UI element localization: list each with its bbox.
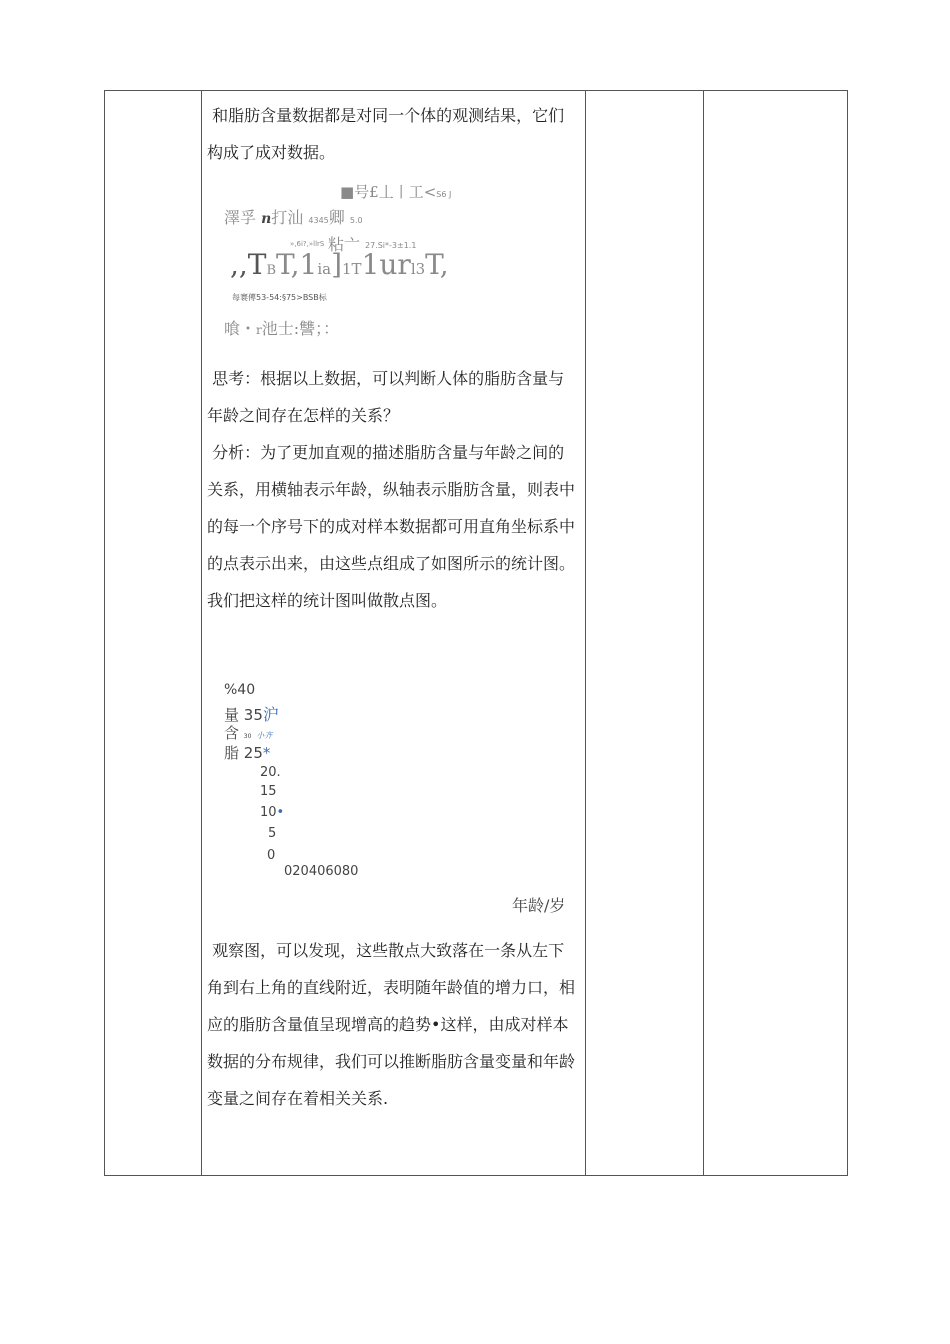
x-axis-label: 年龄/岁 bbox=[512, 896, 566, 915]
garbled-line-3b: 粘亠 bbox=[328, 235, 361, 254]
y-tick-10-row: 10• bbox=[260, 805, 285, 820]
column-divider-2 bbox=[585, 91, 586, 1175]
garbled-line-3a: »,6i?,»llrS bbox=[290, 240, 325, 248]
mark-30: 小齐 bbox=[256, 731, 273, 740]
y-label-top: %40 bbox=[224, 682, 256, 698]
y-label-char-3: 脂 25* bbox=[224, 744, 271, 762]
paragraph-question: 思考：根据以上数据，可以判断人体的脂肪含量与年龄之间存在怎样的关系？ bbox=[207, 369, 565, 425]
y-label-char-2: 含 30 小齐 bbox=[224, 724, 273, 742]
paragraph-observation: 观察图，可以发现，这些散点大致落在一条从左下角到右上角的直线附近，表明随年龄值的增力口，相应的脂肪含量值呈现增高的趋势•这样，由成对样本数据的分布规律，我们可以推断脂肪含量变量和年龄变量之间存在着相关关系. bbox=[207, 941, 576, 1108]
y-tick-35: 35 bbox=[243, 706, 263, 724]
paragraph-analysis: 分析：为了更加直观的描述脂肪含量与年龄之间的关系，用横轴表示年龄，纵轴表示脂肪含量，则表中的每一个序号下的成对样本数据都可用直角坐标系中的点表示出来，由这些点组成了如图所示的统计图。我们把这样的统计图叫做散点图。 bbox=[207, 443, 576, 610]
paragraph-paired-data: 和脂肪含量数据都是对同一个体的观测结果，它们构成了成对数据。 bbox=[207, 106, 565, 162]
y-tick-20: 20. bbox=[260, 765, 281, 780]
mark-35: 沪 bbox=[262, 705, 279, 724]
garbled-line-1: ■号£丄丨工<S6 J bbox=[340, 183, 452, 201]
y-tick-15: 15 bbox=[260, 784, 277, 799]
garbled-line-5: 每褰傳53-54:§75>BSB标 bbox=[232, 293, 327, 302]
mark-25: * bbox=[262, 744, 271, 762]
x-tick-labels: 020406080 bbox=[284, 864, 359, 879]
column-divider-1 bbox=[201, 91, 202, 1175]
garbled-line-2: 澤孚 n打汕 4345卿 5.0 bbox=[224, 208, 363, 227]
y-tick-30: 30 bbox=[243, 733, 252, 740]
y-tick-25: 25 bbox=[243, 744, 263, 762]
mark-10: • bbox=[276, 805, 285, 820]
y-label-char-1: 量 35沪 bbox=[224, 705, 279, 724]
garbled-line-4: ,,TBT,1ia]1T1url3T, bbox=[230, 248, 449, 281]
y-tick-5: 5 bbox=[268, 826, 277, 841]
y-tick-0: 0 bbox=[267, 848, 276, 863]
column-divider-3 bbox=[703, 91, 704, 1175]
garbled-line-6: 喰・r池士:讐；： bbox=[224, 319, 340, 338]
garbled-line-3c: 27.Si*-3±1.1 bbox=[365, 241, 417, 250]
